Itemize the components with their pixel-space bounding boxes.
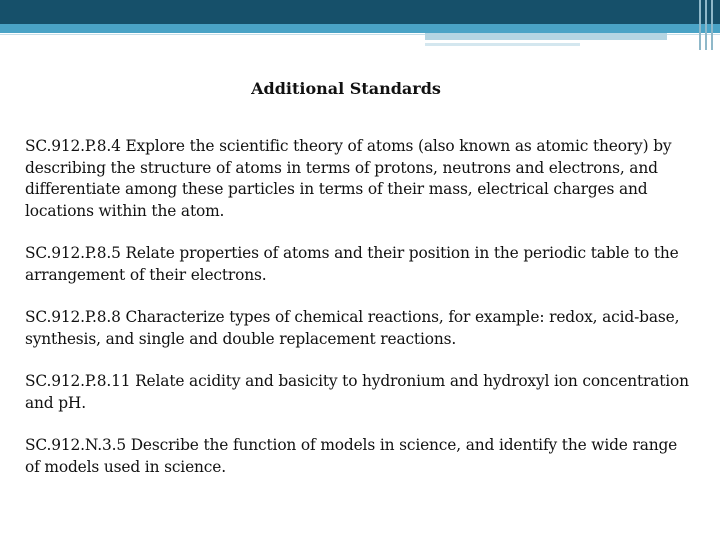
standard-item: SC.912.P.8.8 Characterize types of chemical reactions, for example: redox, acid-base, synthesis, and single and double replacement reactions. [25, 308, 680, 348]
slide-title [0, 79, 692, 98]
standard-item: SC.912.P.8.11 Relate acidity and basicity to hydronium and hydroxyl ion concentration and pH. [25, 372, 689, 412]
standard-item: SC.912.N.3.5 Describe the function of models in science, and identify the wide range of models used in science. [25, 436, 678, 476]
header-vertical-rule [711, 0, 713, 50]
header-accent-band [0, 24, 720, 33]
standard-item: SC.912.P.8.5 Relate properties of atoms and their position in the periodic table to the arrangement of their electrons. [25, 244, 679, 284]
header-band [0, 0, 720, 24]
header-tab-decoration [425, 33, 667, 40]
standard-item: SC.912.P.8.4 Explore the scientific theory of atoms (also known as atomic theory) by describing the structure of atoms in terms of protons, neutrons and electrons, and differentiate among these particles in terms of their mass, electrical charges and locations within the atom. [25, 137, 672, 220]
standards-list [25, 136, 693, 499]
header-vertical-rule [699, 0, 701, 50]
header-vertical-rule [705, 0, 707, 50]
header-tab-decoration-small [425, 43, 580, 46]
slide-title-text: Additional Standards [251, 79, 441, 98]
